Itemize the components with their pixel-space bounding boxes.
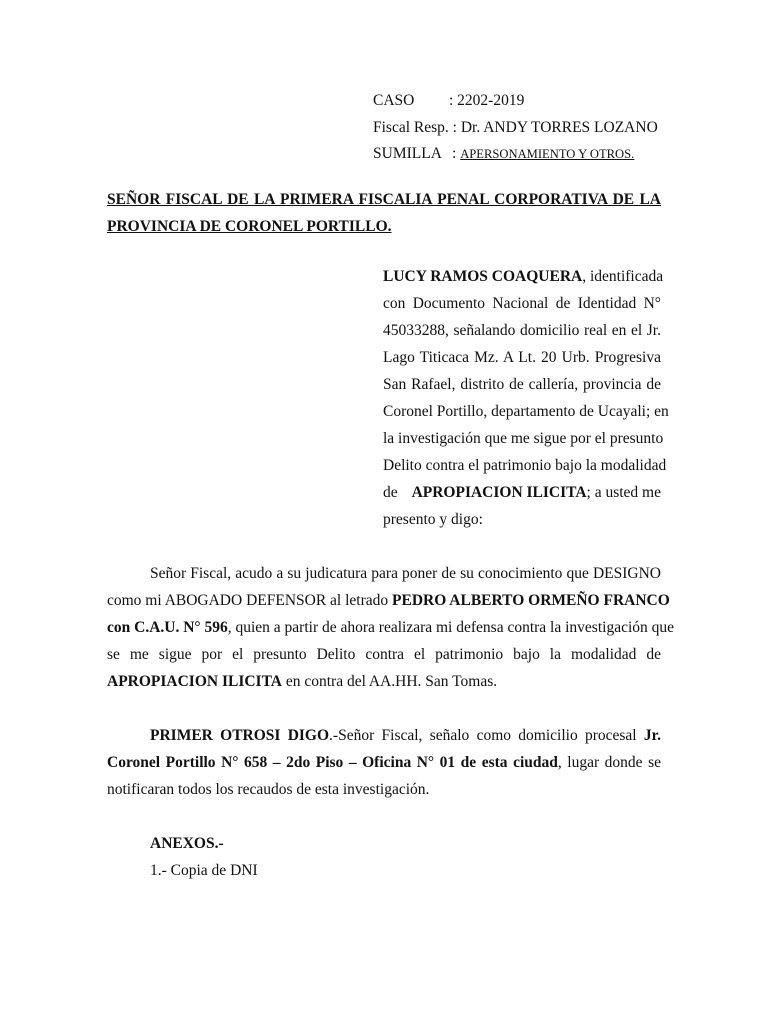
otrosi-text-2: , lugar donde se <box>557 754 661 771</box>
intro-text-9-pre: de <box>383 484 398 501</box>
fiscal-label: Fiscal Resp. <box>373 119 449 136</box>
anexo-item-1: 1.- Copia de DNI <box>150 862 258 879</box>
intro-line-7: la investigación que me sigue por el presunto <box>383 430 664 447</box>
case-line <box>373 92 524 110</box>
lawyer-name: PEDRO ALBERTO ORMEÑO FRANCO <box>392 592 670 609</box>
case-value: : 2202-2019 <box>449 92 525 109</box>
intro-line-1 <box>383 268 664 286</box>
body-text-3: , quien a partir de ahora realizara mi defensa contra la investigación que <box>227 619 675 636</box>
body-line-3 <box>107 619 675 637</box>
otrosi-address-start: Jr. <box>643 727 661 744</box>
lawyer-registration: con C.A.U. N° 596 <box>107 619 228 636</box>
intro-line-4: Lago Titicaca Mz. A Lt. 20 Urb. Progresiva <box>383 349 661 366</box>
intro-line-2: con Documento Nacional de Identidad N° <box>383 295 661 312</box>
sumilla-line <box>373 145 634 163</box>
crime-name: APROPIACION ILICITA <box>411 484 587 501</box>
intro-text-9-post: ; a usted me <box>586 484 661 501</box>
otrosi-line-3: notificaran todos los recaudos de esta investigación. <box>107 781 430 798</box>
body-crime-name: APROPIACION ILICITA <box>107 673 282 690</box>
intro-line-6: Coronel Portillo, departamento de Ucayali; en <box>383 403 669 420</box>
body-line-1: Señor Fiscal, acudo a su judicatura para poner de su conocimiento que DESIGNO <box>150 565 661 582</box>
otrosi-line-1 <box>150 727 661 745</box>
otrosi-line-2 <box>107 754 661 772</box>
otrosi-text-1: .-Señor Fiscal, señalo como domicilio procesal <box>329 727 637 744</box>
client-name: LUCY RAMOS COAQUERA <box>383 268 583 285</box>
anexos-title <box>150 835 224 853</box>
sumilla-label: SUMILLA <box>373 145 442 162</box>
body-text-2: como mi ABOGADO DEFENSOR al letrado <box>107 592 389 609</box>
case-label: CASO <box>373 92 415 109</box>
intro-line-5: San Rafael, distrito de callería, provincia de <box>383 376 661 393</box>
fiscal-line <box>373 119 658 137</box>
intro-line-8: Delito contra el patrimonio bajo la modalidad <box>383 457 667 474</box>
otrosi-label: PRIMER OTROSI DIGO <box>150 727 330 744</box>
sumilla-colon: : <box>452 145 457 162</box>
addressee-heading: SEÑOR FISCAL DE LA PRIMERA FISCALIA PENAL CORPORATIVA DE LA PROVINCIA DE CORONEL PORTILLO. <box>107 191 661 235</box>
sumilla-value: APERSONAMIENTO Y OTROS. <box>460 147 635 161</box>
intro-line-10: presento y digo: <box>383 511 483 528</box>
intro-line-3: 45033288, señalando domicilio real en el Jr. <box>383 322 661 339</box>
intro-text-1: , identificada <box>582 268 664 285</box>
body-line-2 <box>107 592 670 610</box>
body-line-5 <box>107 673 497 691</box>
intro-line-9 <box>383 484 661 502</box>
body-line-4: se me sigue por el presunto Delito contra el patrimonio bajo la modalidad de <box>107 646 661 663</box>
body-text-5: en contra del AA.HH. San Tomas. <box>285 673 498 690</box>
fiscal-value: : Dr. ANDY TORRES LOZANO <box>452 119 658 136</box>
anexos-title-text: ANEXOS.- <box>150 835 224 852</box>
otrosi-address: Coronel Portillo N° 658 – 2do Piso – Oficina N° 01 de esta ciudad <box>107 754 558 771</box>
